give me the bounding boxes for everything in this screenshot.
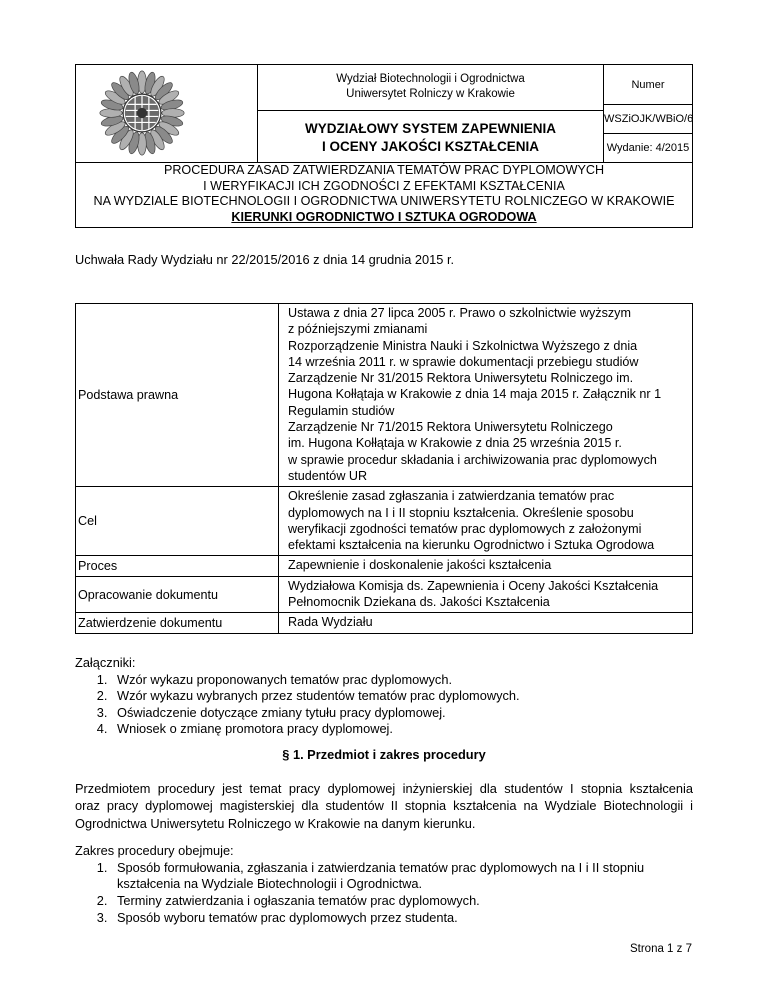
procedure-title: [76, 162, 692, 227]
table-row-content-line: dyplomowych na I i II stopniu kształcenia. Określenie sposobu: [288, 505, 634, 520]
table-row-content: [279, 487, 692, 555]
header-table: [75, 64, 693, 228]
scope-list: [75, 860, 693, 927]
scope-item: [111, 860, 693, 893]
table-row-content: [279, 613, 692, 632]
resolution-text: Uchwała Rady Wydziału nr 22/2015/2016 z dnia 14 grudnia 2015 r.: [75, 252, 455, 267]
table-row-content-line: w sprawie procedur składania i archiwizowania prac dyplomowych: [288, 452, 657, 467]
system-title-line-2: I OCENY JAKOŚCI KSZTAŁCENIA: [321, 139, 540, 154]
table-row-content-line: Hugona Kołłątaja w Krakowie z dnia 14 maja 2015 r. Załącznik nr 1: [288, 387, 662, 402]
table-row-content-line: Pełnomocnik Dziekana ds. Jakości Kształcenia: [288, 595, 550, 610]
table-row-content-line: Rozporządzenie Ministra Nauki i Szkolnictwa Wyższego z dnia: [288, 338, 638, 353]
numer-value: WSZiOJK/WBiO/6: [604, 105, 692, 134]
faculty-line-2: Uniwersytet Rolniczy w Krakowie: [346, 88, 515, 100]
table-row-content-line: Regulamin studiów: [288, 403, 395, 418]
faculty-name: [258, 65, 603, 111]
table-row-content-line: Zarządzenie Nr 31/2015 Rektora Uniwersytetu Rolniczego im.: [288, 371, 634, 386]
attachment-item: 2. Wzór wykazu wybranych przez studentów tematów prac dyplomowych.: [111, 688, 520, 705]
table-row-content-line: studentów UR: [288, 468, 368, 483]
table-row-label: Podstawa prawna: [76, 304, 279, 486]
table-row-label: Proces: [76, 556, 279, 575]
table-row-content-line: Rada Wydziału: [288, 615, 373, 630]
table-row-content-line: Ustawa z dnia 27 lipca 2005 r. Prawo o szkolnictwie wyższym: [288, 306, 631, 320]
table-row-content: [279, 304, 692, 486]
table-row-label: Zatwierdzenie dokumentu: [76, 613, 279, 632]
page-number: Strona 1 z 7: [629, 943, 692, 955]
table-row-content-line: 14 września 2011 r. w sprawie dokumentacji przebiegu studiów: [288, 354, 639, 369]
scope: [75, 843, 693, 927]
scope-title: Zakres procedury obejmuje:: [75, 843, 234, 858]
scope-item: [111, 893, 693, 910]
edition: Wydanie: 4/2015: [606, 142, 690, 154]
table-row-content-line: Zapewnienie i doskonalenie jakości kształcenia: [288, 558, 552, 573]
attachments-list: [75, 672, 520, 738]
section-1-title: § 1. Przedmiot i zakres procedury: [282, 747, 486, 762]
table-row-content-line: Określenie zasad zgłaszania i zatwierdzania tematów prac: [288, 489, 615, 504]
scope-item-line: 1. Sposób formułowania, zgłaszania i zatwierdzania tematów prac dyplomowych na I i II stopniu: [117, 859, 645, 875]
scope-item-line: kształcenia na Wydziale Biotechnologii i Ogrodnictwa.: [117, 876, 423, 892]
system-title-line-1: WYDZIAŁOWY SYSTEM ZAPEWNIENIA: [304, 121, 556, 136]
table-row-content-line: Zarządzenie Nr 71/2015 Rektora Uniwersytetu Rolniczego: [288, 420, 613, 435]
table-row: [76, 486, 692, 555]
attachment-item: 4. Wniosek o zmianę promotora pracy dyplomowej.: [111, 721, 520, 738]
table-row: [76, 612, 692, 632]
logo-cell: [76, 65, 258, 162]
numer-label: Numer: [604, 65, 692, 105]
scope-item-line: 3. Sposób wyboru tematów prac dyplomowych przez studenta.: [117, 909, 458, 925]
table-row-content-line: im. Hugona Kołłątaja w Krakowie z dnia 25 września 2015 r.: [288, 436, 622, 451]
paragraph-line-2: oraz pracy dyplomowej magisterskiej dla studentów II stopnia kształcenia na Wydziale Biotechnologii i: [75, 798, 693, 814]
procedure-line-3: NA WYDZIALE BIOTECHNOLOGII I OGRODNICTWA UNIWERSYTETU ROLNICZEGO W KRAKOWIE: [93, 194, 675, 208]
document-number-cell: [604, 65, 692, 162]
table-row-label: Opracowanie dokumentu: [76, 577, 279, 613]
faculty-line-1: Wydział Biotechnologii i Ogrodnictwa: [336, 73, 525, 85]
table-row: [76, 555, 692, 575]
table-row-content: [279, 577, 692, 613]
table-row-content-line: z późniejszymi zmianami: [288, 322, 428, 337]
paragraph-line-3: Ogrodnictwa Uniwersytetu Rolniczego w Krakowie na danym kierunku.: [75, 815, 476, 831]
attachments-title: Załączniki:: [75, 655, 136, 670]
table-row: [76, 304, 692, 486]
attachment-item: 1. Wzór wykazu proponowanych tematów prac dyplomowych.: [111, 672, 520, 689]
attachments: [75, 655, 520, 738]
table-row: [76, 576, 692, 613]
paragraph-line-1: Przedmiotem procedury jest temat pracy dyplomowej inżynierskiej dla studentów I stopnia kształcenia: [75, 781, 693, 796]
table-row-content: [279, 556, 692, 575]
procedure-info-table: [75, 303, 693, 634]
system-title: [258, 111, 603, 162]
table-row-content-line: efektami kształcenia na kierunku Ogrodnictwo i Sztuka Ogrodowa: [288, 538, 655, 553]
university-logo-icon: [99, 70, 185, 156]
procedure-line-1: PROCEDURA ZASAD ZATWIERDZANIA TEMATÓW PRAC DYPLOMOWYCH: [163, 163, 605, 177]
scope-item-line: 2. Terminy zatwierdzania i ogłaszania tematów prac dyplomowych.: [117, 893, 480, 909]
table-row-label: Cel: [76, 487, 279, 555]
procedure-line-4: KIERUNKI OGRODNICTWO I SZTUKA OGRODOWA: [231, 209, 537, 224]
header-title-cell: [258, 65, 604, 162]
attachment-item: 3. Oświadczenie dotyczące zmiany tytułu pracy dyplomowej.: [111, 705, 520, 722]
procedure-line-2: I WERYFIKACJI ICH ZGODNOŚCI Z EFEKTAMI KSZTAŁCENIA: [203, 178, 565, 193]
scope-item: [111, 910, 693, 927]
table-row-content-line: weryfikacji zgodności tematów prac dyplomowych z założonymi: [288, 521, 642, 536]
table-row-content-line: Wydziałowa Komisja ds. Zapewnienia i Oceny Jakości Kształcenia: [288, 578, 659, 593]
section-1-paragraph: [75, 780, 693, 832]
